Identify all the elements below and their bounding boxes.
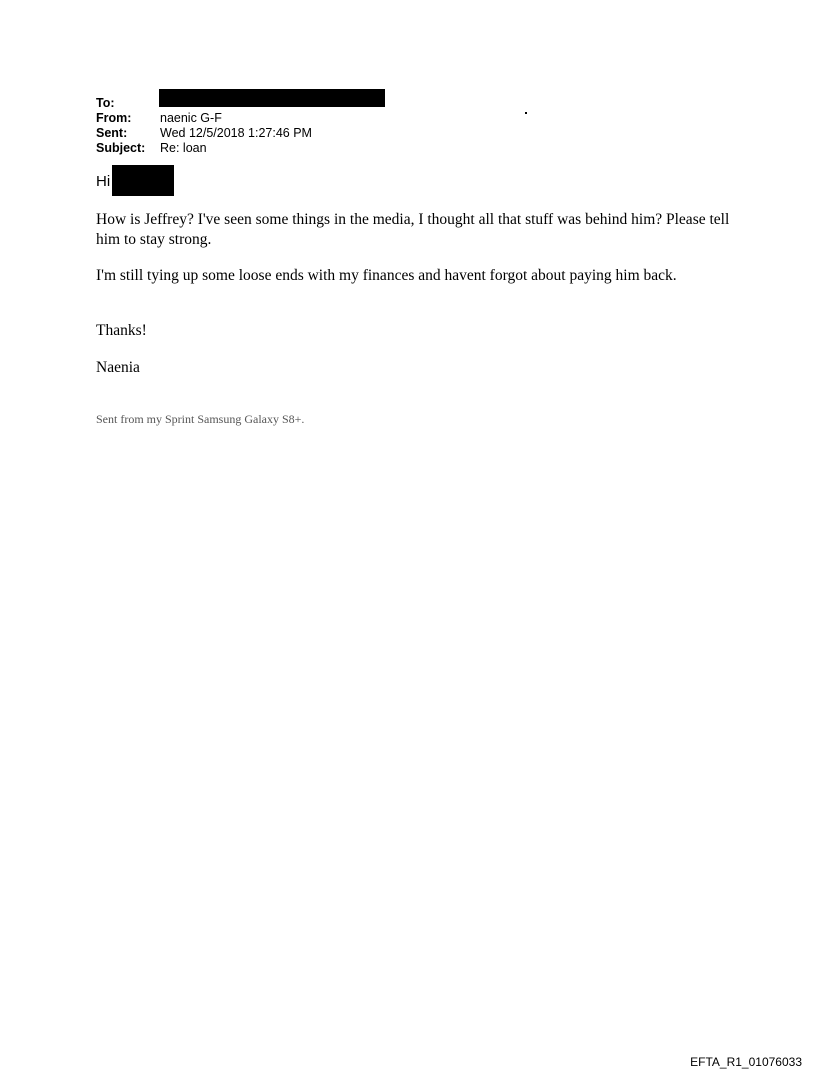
sent-row <box>96 126 312 141</box>
recipient-redaction-bar <box>159 89 385 107</box>
sent-label: Sent: <box>96 126 128 140</box>
greeting-text: Hi <box>96 173 111 190</box>
body-paragraph: How is Jeffrey? I've seen some things in the media, I thought all that stuff was behind him? Please tell him to stay strong. <box>96 211 730 248</box>
greeting <box>96 173 110 191</box>
sender-name: Naenia <box>96 359 140 376</box>
stray-dot-mark <box>525 112 527 114</box>
mobile-signature: Sent from my Sprint Samsung Galaxy S8+. <box>96 412 305 426</box>
from-value: naenic G-F <box>160 111 222 125</box>
document-id: EFTA_R1_01076033 <box>690 1055 802 1069</box>
to-label: To: <box>96 96 115 110</box>
subject-row <box>96 141 312 156</box>
subject-value: Re: loan <box>160 141 207 155</box>
from-row <box>96 111 312 126</box>
subject-label: Subject: <box>96 141 146 155</box>
from-label: From: <box>96 111 132 125</box>
name-redaction-bar <box>112 165 174 196</box>
body-paragraph: I'm still tying up some loose ends with my finances and havent forgot about paying him back. <box>96 267 677 284</box>
closing-line: Thanks! <box>96 322 147 339</box>
sent-value: Wed 12/5/2018 1:27:46 PM <box>160 126 312 140</box>
